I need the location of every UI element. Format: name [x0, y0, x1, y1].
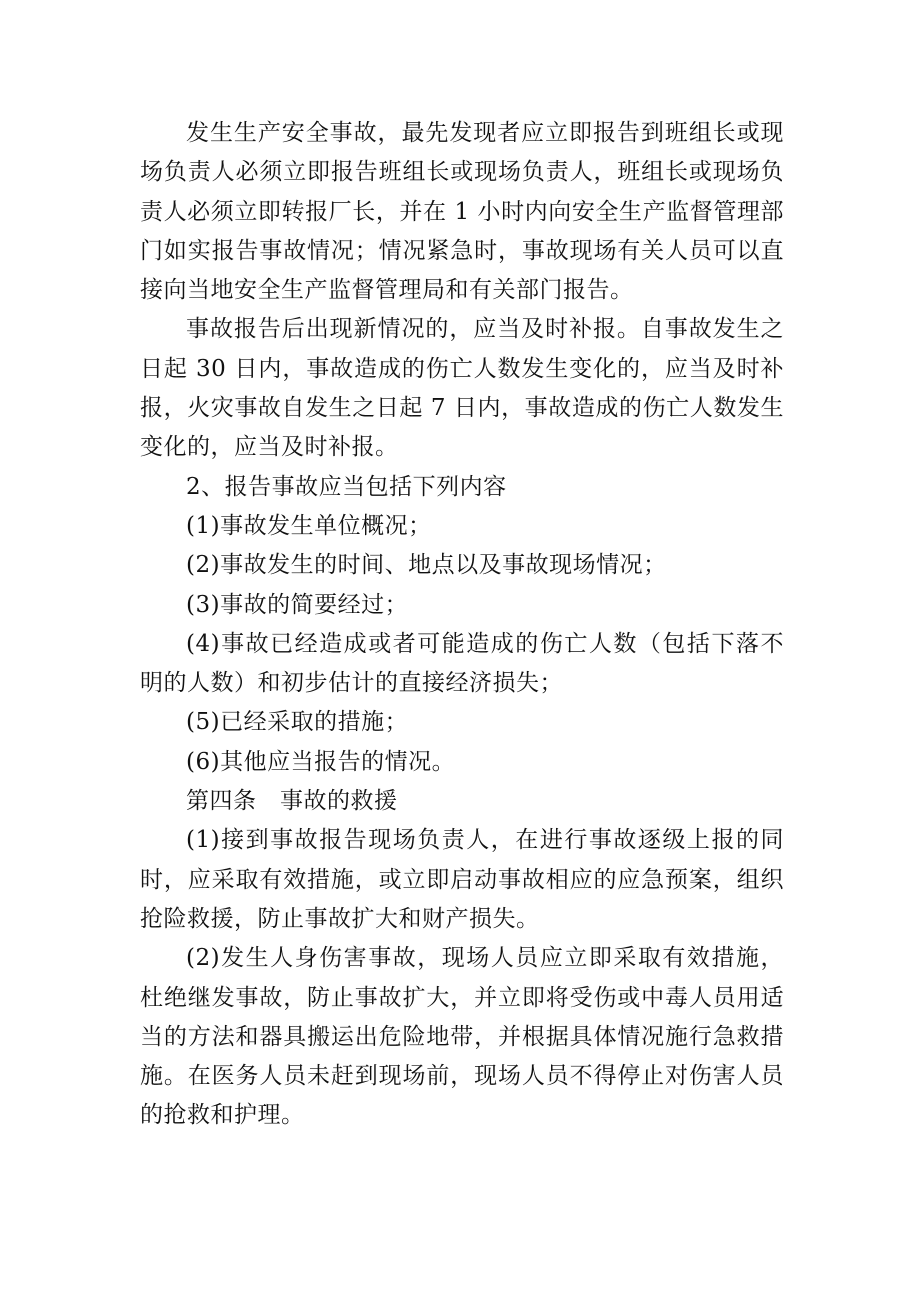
list-item-1: (1)事故发生单位概况； — [186, 512, 432, 539]
paragraph-supplementary-report: 事故报告后出现新情况的，应当及时补报。自事故发生之日起 30 日内，事故造成的伤亡人数发生变化的，应当及时补报，火灾事故自发生之日起 7 日内，事故造成的伤亡人数发生变化的，应当及时补报。 — [140, 316, 784, 461]
list-item-6: (6)其他应当报告的情况。 — [186, 748, 456, 775]
rescue-item-1: (1)接到事故报告现场负责人，在进行事故逐级上报的同时，应采取有效措施，或立即启动事故相应的应急预案，组织抢险救援，防止事故扩大和财产损失。 — [140, 827, 784, 932]
list-item-2: (2)事故发生的时间、地点以及事故现场情况； — [186, 552, 667, 579]
document-body — [140, 114, 784, 1136]
list-item-4: (4)事故已经造成或者可能造成的伤亡人数（包括下落不明的人数）和初步估计的直接经济损失； — [140, 630, 784, 697]
rescue-item-2: (2)发生人身伤害事故，现场人员应立即采取有效措施，杜绝继发事故，防止事故扩大，并立即将受伤或中毒人员用适当的方法和器具搬运出危险地带，并根据具体情况施行急救措施。在医务人员未赶到现场前，现场人员不得停止对伤害人员的抢救和护理。 — [140, 945, 784, 1129]
list-item-5: (5)已经采取的措施； — [186, 709, 409, 736]
paragraph-accident-reporting: 发生生产安全事故，最先发现者应立即报告到班组长或现场负责人必须立即报告班组长或现场负责人，班组长或现场负责人必须立即转报厂长，并在 1 小时内向安全生产监督管理部门如实报告事故情况；情况紧急时，事故现场有关人员可以直接向当地安全生产监督管理局和有关部门报告。 — [140, 120, 784, 304]
article-heading-rescue: 第四条 事故的救援 — [186, 788, 398, 815]
list-item-3: (3)事故的简要经过； — [186, 591, 409, 618]
section-heading-report-contents: 2、报告事故应当包括下列内容 — [186, 473, 507, 500]
